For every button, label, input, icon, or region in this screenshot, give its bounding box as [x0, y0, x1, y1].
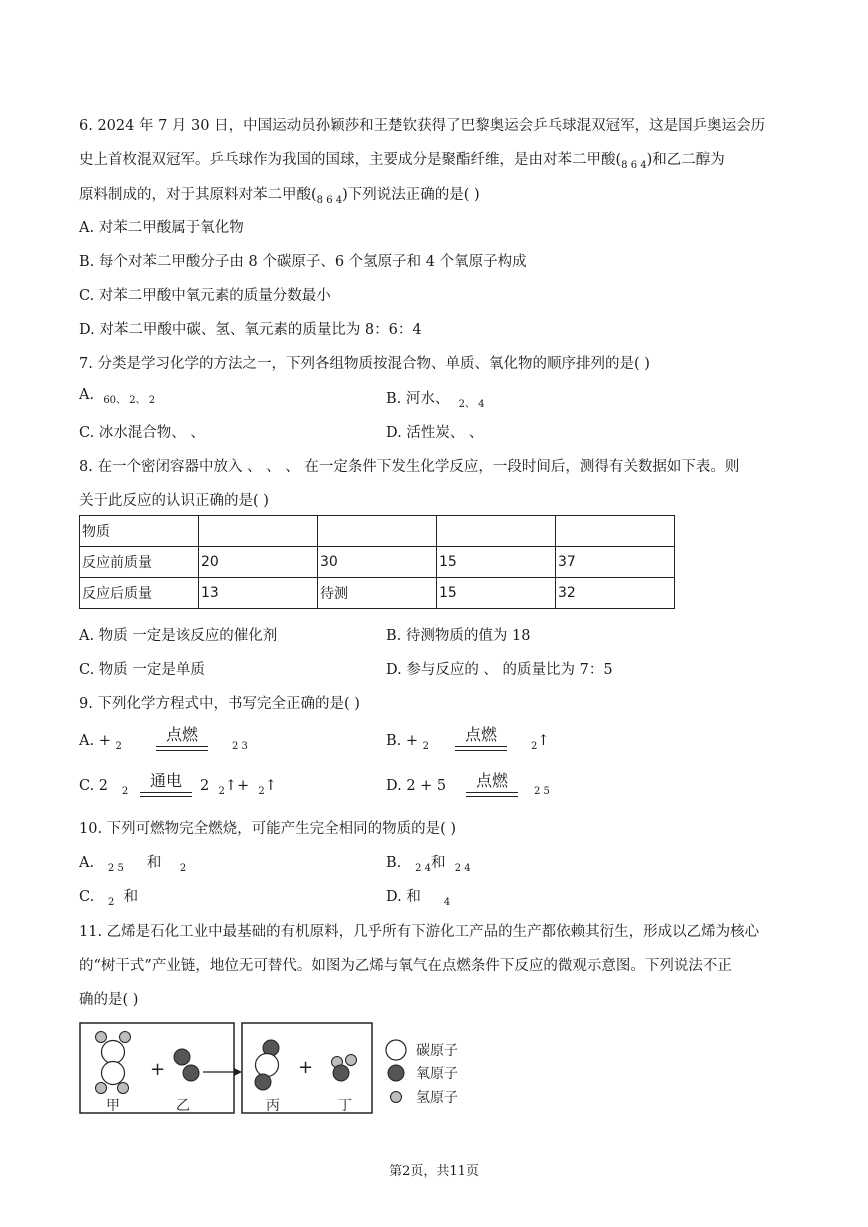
q9-option-a: A. + $_2$	[79, 733, 122, 752]
q9-option-d-condition: 点燃	[466, 768, 518, 797]
hydrogen-atom	[118, 1083, 129, 1094]
q6-line3: 原料制成的，对于其原料对苯二甲酸$(_{8 6 4})$下列说法正确的是( )	[79, 187, 480, 206]
table-cell	[437, 516, 556, 547]
table-cell: 15	[437, 547, 556, 578]
q8-option-d: D. 参与反应的 、 的质量比为 7：5	[386, 662, 613, 678]
label-jia: 甲	[106, 1098, 120, 1114]
q9-option-a-product: 2 3	[232, 741, 248, 752]
carbon-atom	[256, 1054, 279, 1077]
hydrogen-atom	[346, 1055, 357, 1066]
table-cell: 30	[318, 547, 437, 578]
q6-option-c: C. 对苯二甲酸中氧元素的质量分数最小	[79, 288, 331, 304]
hydrogen-legend-icon	[391, 1092, 402, 1103]
table-header-row	[80, 516, 675, 547]
q10-option-c: C. $_2$ 和	[79, 889, 139, 908]
q9-option-a-condition: 点燃	[156, 722, 208, 751]
q9-option-b: B. + $_2$	[386, 733, 430, 752]
carbon-atom	[102, 1062, 125, 1085]
carbon-atom	[102, 1041, 125, 1064]
q9-option-b-product: $_2$↑	[531, 733, 550, 752]
q7-option-c: C. 冰水混合物、 、	[79, 425, 205, 441]
q8-option-a: A. 物质 一定是该反应的催化剂	[79, 628, 278, 644]
reaction-diagram	[70, 1015, 480, 1125]
page-footer: 第2页，共11页	[389, 1164, 479, 1179]
table-cell: 反应前质量	[80, 547, 199, 578]
label-ding: 丁	[338, 1098, 352, 1114]
q10-option-b: B. $_{2 4}$和 $_{2 4}$	[386, 855, 471, 874]
q6-option-d: D. 对苯二甲酸中碳、氢、氧元素的质量比为 8：6：4	[79, 322, 422, 338]
q6-option-b: B. 每个对苯二甲酸分子由 8 个碳原子、6 个氢原子和 4 个氧原子构成	[79, 254, 527, 270]
ethylene-molecule	[96, 1032, 131, 1094]
q9-option-c-condition: 通电	[140, 768, 192, 797]
plus-sign: +	[298, 1057, 314, 1078]
q10-option-d: D. 和 $_4$	[386, 889, 451, 908]
plus-sign: +	[150, 1059, 166, 1080]
q6-line2: 史上首枚混双冠军。乒乓球作为我国的国球，主要成分是聚酯纤维，是由对苯二甲酸$(_{8 6 4})$和乙二醇为	[79, 152, 725, 171]
q9-option-c-product: 2 $_2$↑+ $_2$↑	[200, 778, 277, 797]
table-cell: 13	[199, 578, 318, 609]
q11-line1: 11. 乙烯是石化工业中最基础的有机原料，几乎所有下游化工产品的生产都依赖其衍生，形成以乙烯为核心	[79, 924, 760, 940]
carbon-dioxide-molecule	[255, 1040, 279, 1090]
oxygen-atom	[255, 1074, 271, 1090]
oxygen-legend-icon	[388, 1065, 404, 1081]
hydrogen-atom	[96, 1083, 107, 1094]
table-cell	[318, 516, 437, 547]
hydrogen-atom	[120, 1032, 131, 1043]
arrow-head-icon	[234, 1068, 242, 1076]
q8-option-c: C. 物质 一定是单质	[79, 662, 205, 678]
q8-option-b: B. 待测物质的值为 18	[386, 628, 531, 644]
hydrogen-atom	[96, 1032, 107, 1043]
table-cell: 反应后质量	[80, 578, 199, 609]
legend-carbon-label: 碳原子	[416, 1043, 458, 1059]
water-molecule	[332, 1055, 357, 1082]
label-bing: 丙	[266, 1098, 280, 1114]
table-cell: 待测	[318, 578, 437, 609]
table-cell	[199, 516, 318, 547]
table-cell: 物质	[80, 516, 199, 547]
label-yi: 乙	[176, 1098, 190, 1114]
q7-option-a: A. $_{60、 2、 2}$	[79, 387, 156, 406]
q10-stem: 10. 下列可燃物完全燃烧，可能产生完全相同的物质的是( )	[79, 821, 457, 837]
q9-option-d-product: 2 5	[534, 786, 550, 797]
q10-option-a: A. $_{2 5}$ 和 $_2$	[79, 855, 187, 874]
q7-stem: 7. 分类是学习化学的方法之一，下列各组物质按混合物、单质、氧化物的顺序排列的是( )	[79, 356, 650, 372]
q11-line2: 的“树干式”产业链，地位无可替代。如图为乙烯与氧气在点燃条件下反应的微观示意图。下列说法不正	[79, 958, 732, 974]
legend-hydrogen-label: 氢原子	[416, 1090, 458, 1106]
q9-option-c: C. 2 $_2$	[79, 778, 129, 797]
carbon-legend-icon	[386, 1040, 406, 1060]
q11-line3: 确的是( )	[79, 992, 139, 1008]
table-cell: 37	[556, 547, 675, 578]
table-cell: 15	[437, 578, 556, 609]
q7-option-d: D. 活性炭、 、	[386, 425, 484, 441]
table-cell: 32	[556, 578, 675, 609]
q9-stem: 9. 下列化学方程式中，书写完全正确的是( )	[79, 696, 360, 712]
oxygen-atom	[183, 1065, 199, 1081]
q6-option-a: A. 对苯二甲酸属于氧化物	[79, 220, 244, 236]
q9-option-b-condition: 点燃	[455, 722, 507, 751]
q7-option-b: B. 河水、 $_{2、 4}$	[386, 391, 485, 410]
q8-data-table	[79, 515, 675, 609]
q8-stem-line1: 8. 在一个密闭容器中放入 、 、 、 在一定条件下发生化学反应，一段时间后，测得有关数据如下表。则	[79, 459, 740, 475]
q6-line1: 6. 2024 年 7 月 30 日，中国运动员孙颖莎和王楚钦获得了巴黎奥运会乒乓球混双冠军，这是国乒奥运会历	[79, 118, 766, 134]
oxygen-atom	[174, 1049, 190, 1065]
q8-stem-line2: 关于此反应的认识正确的是( )	[79, 493, 269, 509]
q9-option-d: D. 2 + 5	[386, 778, 447, 794]
table-cell: 20	[199, 547, 318, 578]
table-cell	[556, 516, 675, 547]
oxygen-atom	[333, 1065, 349, 1081]
table-row	[80, 578, 675, 609]
legend-oxygen-label: 氧原子	[416, 1066, 458, 1082]
table-row	[80, 547, 675, 578]
oxygen-molecule	[174, 1049, 199, 1081]
atom-legend	[386, 1040, 458, 1106]
